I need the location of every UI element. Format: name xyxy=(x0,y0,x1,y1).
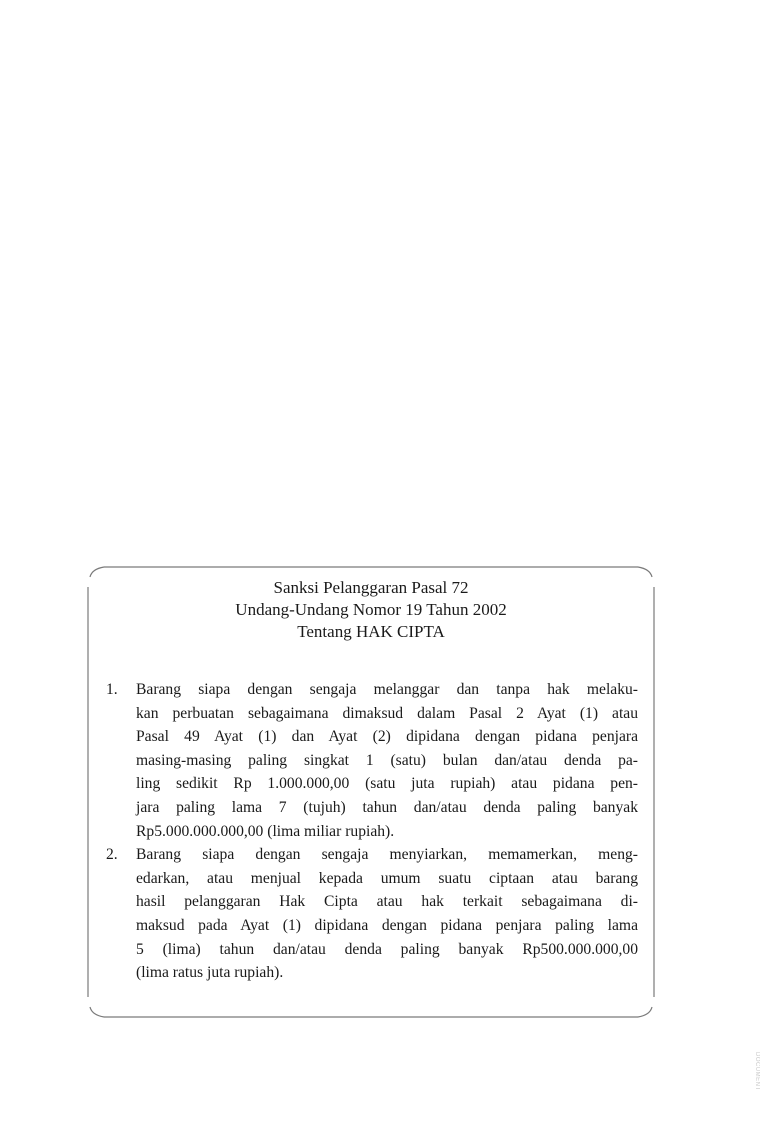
sanction-text-line: maksud pada Ayat (1) dipidana dengan pidana penjara paling lama xyxy=(136,916,638,934)
notice-law-reference: Undang-Undang Nomor 19 Tahun 2002 xyxy=(235,600,507,619)
sanction-text-line: 5 (lima) tahun dan/atau denda paling banyak Rp500.000.000,00 xyxy=(136,940,638,958)
sanction-text-line: Pasal 49 Ayat (1) dan Ayat (2) dipidana dengan pidana penjara xyxy=(136,728,638,746)
sanction-text-line: edarkan, atau menjual kepada umum suatu ciptaan atau barang xyxy=(136,869,638,887)
sanction-text-line: (lima ratus juta rupiah). xyxy=(136,964,284,982)
sanction-item xyxy=(106,678,638,843)
sanction-text-line: masing-masing paling singkat 1 (satu) bulan dan/atau denda pa- xyxy=(136,751,638,769)
sanction-text-line: Barang siapa dengan sengaja menyiarkan, memamerkan, meng- xyxy=(136,846,638,864)
sanction-text-line: ling sedikit Rp 1.000.000,00 (satu juta rupiah) atau pidana pen- xyxy=(136,775,638,793)
notice-title: Sanksi Pelanggaran Pasal 72 xyxy=(273,578,469,597)
sanction-text-line: jara paling lama 7 (tujuh) tahun dan/atau denda paling banyak xyxy=(136,798,638,816)
margin-stamp: DOCUMENT xyxy=(754,1052,760,1091)
sanction-text-line: Barang siapa dengan sengaja melanggar dan tanpa hak melaku- xyxy=(136,681,638,698)
sanction-text-line: kan perbuatan sebagaimana dimaksud dalam Pasal 2 Ayat (1) atau xyxy=(136,704,638,722)
sanction-list xyxy=(106,678,638,985)
sanction-number: 1. xyxy=(106,681,118,698)
notice-subject: Tentang HAK CIPTA xyxy=(297,622,445,641)
sanction-number: 2. xyxy=(106,846,118,864)
notice-heading xyxy=(86,577,656,643)
sanction-text-line: Rp5.000.000.000,00 (lima miliar rupiah). xyxy=(136,822,395,840)
sanction-item xyxy=(106,843,638,985)
sanction-text-line: hasil pelanggaran Hak Cipta atau hak terkait sebagaimana di- xyxy=(136,893,638,911)
